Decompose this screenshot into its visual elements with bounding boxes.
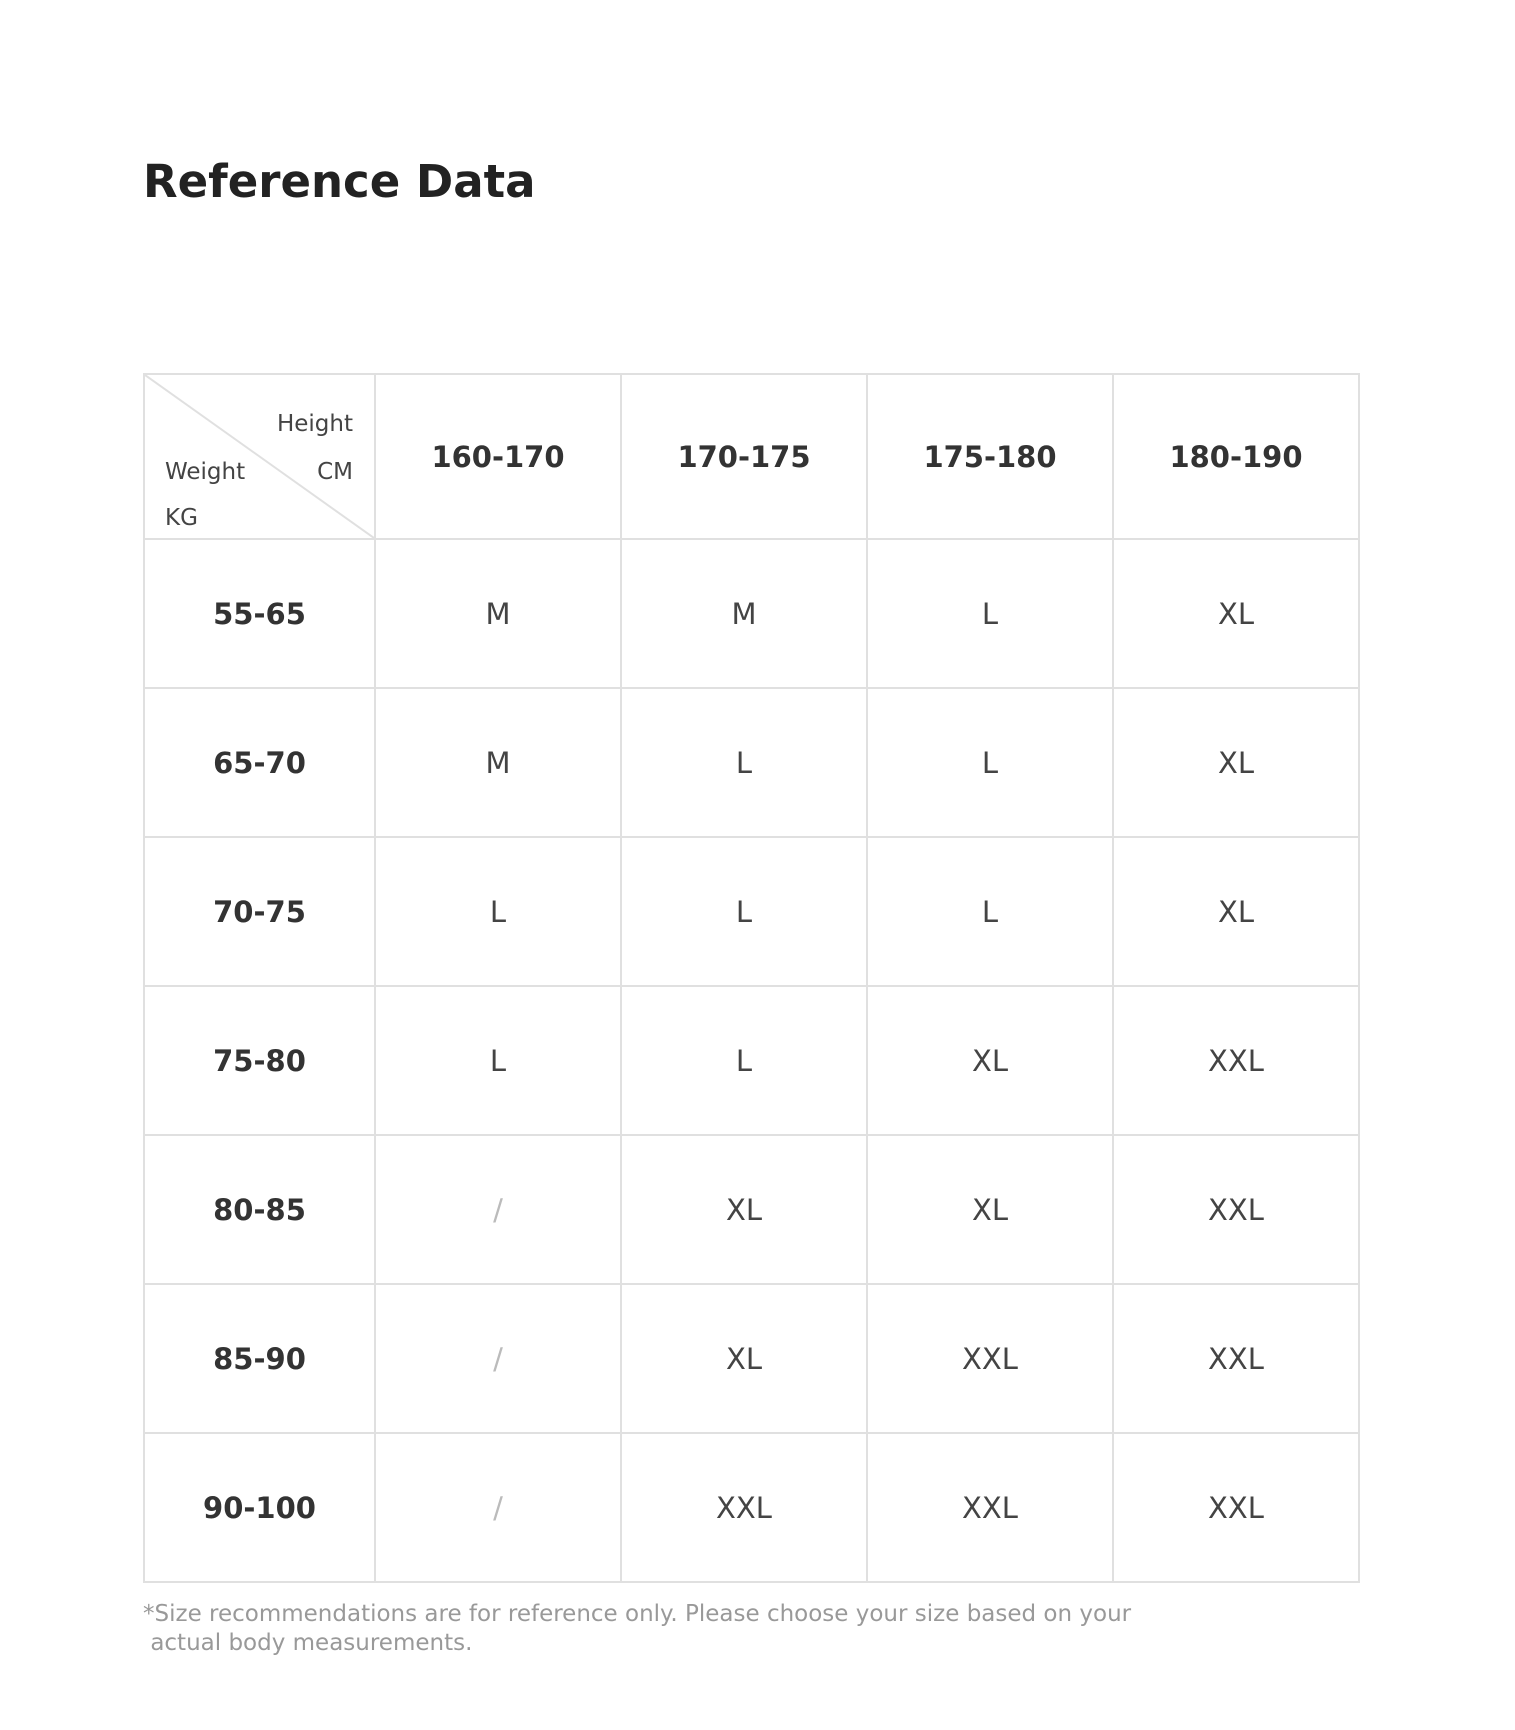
table-row xyxy=(144,986,1359,1135)
height-unit-label: CM xyxy=(317,459,353,485)
corner-header-cell xyxy=(144,374,375,539)
size-cell: XL xyxy=(867,1135,1113,1284)
table-row xyxy=(144,837,1359,986)
size-cell: M xyxy=(621,539,867,688)
table-row xyxy=(144,688,1359,837)
size-cell: XL xyxy=(1113,688,1359,837)
weight-row-header: 65-70 xyxy=(144,688,375,837)
size-cell: L xyxy=(867,837,1113,986)
size-cell: L xyxy=(375,837,621,986)
size-cell: XL xyxy=(621,1135,867,1284)
size-cell: L xyxy=(867,688,1113,837)
size-cell: XXL xyxy=(867,1284,1113,1433)
size-unavailable-cell: / xyxy=(375,1433,621,1582)
table-row xyxy=(144,1284,1359,1433)
weight-axis-label: Weight xyxy=(165,459,246,485)
height-column-header: 175-180 xyxy=(867,374,1113,539)
size-cell: M xyxy=(375,539,621,688)
weight-row-header: 75-80 xyxy=(144,986,375,1135)
size-cell: XL xyxy=(867,986,1113,1135)
size-cell: XL xyxy=(621,1284,867,1433)
weight-row-header: 70-75 xyxy=(144,837,375,986)
size-cell: XXL xyxy=(621,1433,867,1582)
table-row xyxy=(144,539,1359,688)
size-cell: XXL xyxy=(1113,1284,1359,1433)
page-title: Reference Data xyxy=(143,155,536,208)
size-cell: XL xyxy=(1113,837,1359,986)
size-cell: XL xyxy=(1113,539,1359,688)
size-unavailable-cell: / xyxy=(375,1284,621,1433)
size-cell: XXL xyxy=(1113,986,1359,1135)
size-cell: L xyxy=(867,539,1113,688)
size-cell: L xyxy=(621,837,867,986)
size-chart-table xyxy=(143,373,1360,1583)
size-cell: L xyxy=(375,986,621,1135)
table-row xyxy=(144,1433,1359,1582)
size-cell: M xyxy=(375,688,621,837)
size-disclaimer-footnote: *Size recommendations are for reference only. Please choose your size based on your actual body measurements. xyxy=(143,1601,1132,1656)
size-cell: XXL xyxy=(1113,1135,1359,1284)
weight-row-header: 85-90 xyxy=(144,1284,375,1433)
size-cell: L xyxy=(621,986,867,1135)
weight-row-header: 80-85 xyxy=(144,1135,375,1284)
table-row xyxy=(144,1135,1359,1284)
weight-unit-label: KG xyxy=(165,505,198,531)
height-column-header: 180-190 xyxy=(1113,374,1359,539)
size-cell: L xyxy=(621,688,867,837)
size-cell: XXL xyxy=(1113,1433,1359,1582)
size-cell: XXL xyxy=(867,1433,1113,1582)
height-axis-label: Height xyxy=(276,411,353,437)
height-column-header: 160-170 xyxy=(375,374,621,539)
weight-row-header: 55-65 xyxy=(144,539,375,688)
weight-row-header: 90-100 xyxy=(144,1433,375,1582)
size-unavailable-cell: / xyxy=(375,1135,621,1284)
table-header-row xyxy=(144,374,1359,539)
height-column-header: 170-175 xyxy=(621,374,867,539)
